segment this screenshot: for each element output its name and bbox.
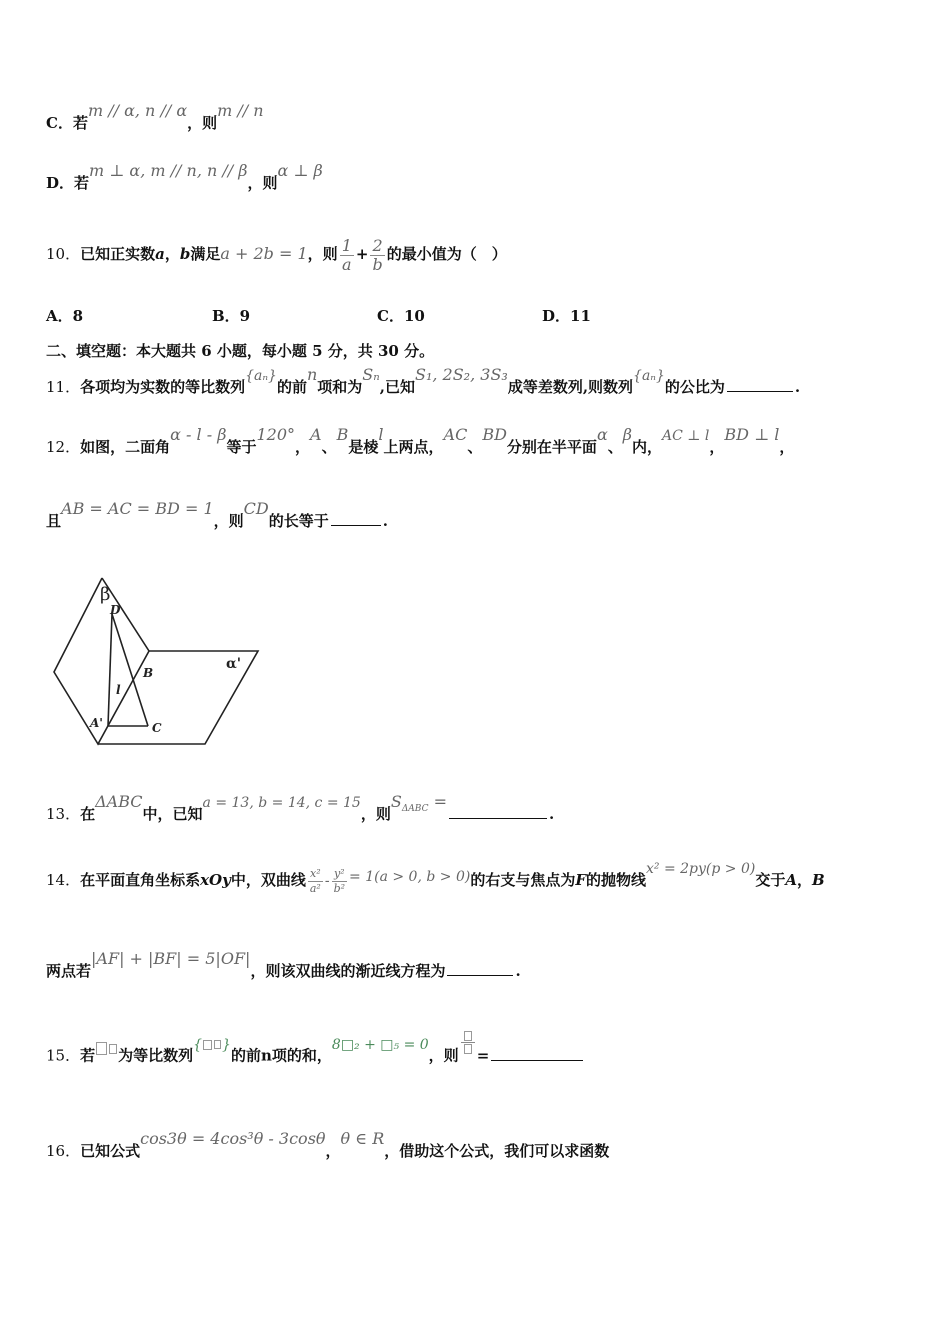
seq-braces-placeholder: { }: [193, 1036, 231, 1053]
q10-option-a: A．8: [46, 307, 84, 325]
q10-option-d: D．11: [542, 307, 591, 325]
question-14-line-2: 两点若|AF| + |BF| = 5|OF|，则该双曲线的渐近线方程为 .: [46, 949, 521, 980]
fraction-placeholder: [461, 1030, 475, 1055]
label-C: C: [152, 721, 162, 735]
line-D-to-A: [108, 614, 112, 726]
math-condition: m // α, n // α: [87, 101, 188, 120]
seq-symbol-placeholder: [95, 1039, 118, 1057]
math-result: m // n: [217, 101, 264, 120]
question-14: 14．在平面直角坐标系xOy中，双曲线 $\frac{\text{x²}}{\text{a²}}$ - $\frac{\text{y²}}{\text{b²}}$ = 1(a > 0, b > 0)的右支与焦点为F的抛物线x² = 2py(p > 0)交于A，B: [46, 861, 825, 895]
q10-option-b: B．9: [212, 307, 251, 325]
question-12: 12．如图，二面角α - l - β等于120°，A、B是棱l上两点，AC、BD分别在半平面α、β内，AC ⊥ l，BD ⊥ l，: [46, 425, 795, 456]
q9-option-c: C．若m // α, n // α，则m // n: [46, 101, 264, 132]
question-11: 11．各项均为实数的等比数列{aₙ}的前n项和为Sₙ,已知S₁, 2S₂, 3S₃成等差数列,则数列{aₙ}的公比为 .: [46, 365, 801, 396]
q9-option-d: D．若m ⊥ α, m // n, n // β，则α ⊥ β: [46, 161, 323, 192]
q10-option-c: C．10: [377, 307, 425, 325]
answer-blank[interactable]: [727, 390, 793, 392]
fraction-x2-a2: $\frac{\text{x²}}{\text{a²}}$: [309, 866, 321, 895]
fraction-1-over-a: $\frac{1}{a}$: [341, 235, 352, 274]
math-result: α ⊥ β: [277, 161, 323, 180]
label-A: A': [90, 716, 103, 730]
question-13: 13．在ΔABC中，已知a = 13, b = 14, c = 15，则$S^{\Delta ABC}$ =.: [46, 792, 555, 823]
label-alpha: α': [226, 656, 242, 672]
question-15: 15．若 为等比数列{ }的前n项的和，8□₂ + □₅ = 0，则 =: [46, 1044, 585, 1069]
question-16: 16．已知公式cos3θ = 4cos³θ - 3cosθ，θ ∈ R，借助这个公式，我们可以求函数: [46, 1129, 610, 1160]
section-heading: 二、填空题：本大题共 6 小题，每小题 5 分，共 30 分。: [46, 342, 435, 360]
fraction-y2-b2: $\frac{\text{y²}}{\text{b²}}$: [333, 866, 346, 895]
answer-blank[interactable]: [447, 974, 513, 976]
answer-blank[interactable]: [449, 817, 547, 819]
math-condition: m ⊥ α, m // n, n // β: [89, 161, 248, 180]
answer-blank[interactable]: [491, 1059, 583, 1061]
label-B: B: [143, 666, 154, 680]
question-12-line-2: 且AB = AC = BD = 1，则CD的长等于 .: [46, 499, 388, 530]
label-beta: β: [100, 584, 111, 605]
label-l: l: [116, 683, 121, 697]
answer-blank[interactable]: [331, 524, 381, 526]
question-10: 10．已知正实数a，b满足a + 2b = 1，则 $\frac{1}{a}$ + $\frac{2}{b}$ 的最小值为（ ）: [46, 235, 507, 274]
dihedral-angle-figure: [50, 574, 265, 749]
label-D: D: [110, 603, 121, 617]
fraction-2-over-b: $\frac{2}{b}$: [372, 235, 383, 274]
